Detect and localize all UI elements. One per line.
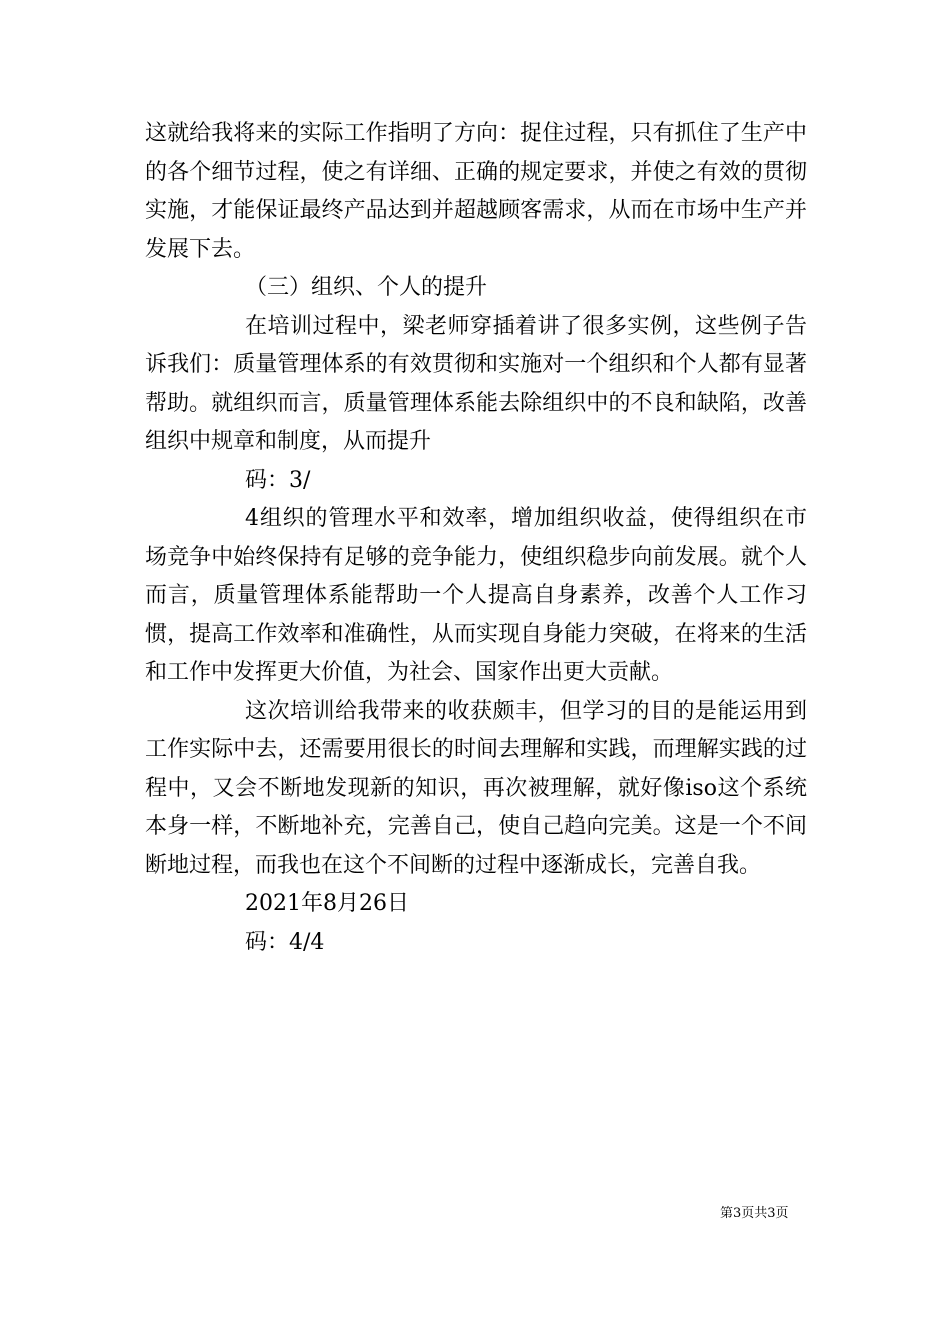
paragraph-training-examples: 在培训过程中，梁老师穿插着讲了很多实例，这些例子告诉我们：质量管理体系的有效贯彻和实施对一个组织和个人都有显著帮助。就组织而言，质量管理体系能去除组织中的不良和缺陷，改善组织中规章和制度，从而提升 [145,313,807,454]
page-code-marker-4: 码：4/4 [245,929,325,955]
document-date: 2021年8月26日 [245,891,409,916]
document-body [145,115,807,962]
page-code-marker-3: 码：3/ [245,467,311,493]
page-footer-number: 第3页共3页 [720,1206,789,1221]
paragraph-direction: 这就给我将来的实际工作指明了方向：捉住过程，只有抓住了生产中的各个细节过程，使之有详细、正确的规定要求，并使之有效的贯彻实施，才能保证最终产品达到并超越顾客需求，从而在市场中生产并发展下去。 [145,121,807,262]
paragraph-training-gains: 这次培训给我带来的收获颇丰，但学习的目的是能运用到工作实际中去，还需要用很长的时间去理解和实践，而理解实践的过程中，又会不断地发现新的知识，再次被理解，就好像iso这个系统本身一样，不断地补充，完善自己，使自己趋向完美。这是一个不间断地过程，而我也在这个不间断的过程中逐渐成长，完善自我。 [145,698,807,878]
paragraph-organization-benefit: 4组织的管理水平和效率，增加组织收益，使得组织在市场竞争中始终保持有足够的竞争能力，使组织稳步向前发展。就个人而言，质量管理体系能帮助一个人提高自身素养，改善个人工作习惯，提高工作效率和准确性，从而实现自身能力突破，在将来的生活和工作中发挥更大价值，为社会、国家作出更大贡献。 [145,506,807,685]
section-heading-organization-personal: （三）组织、个人的提升 [245,275,488,300]
